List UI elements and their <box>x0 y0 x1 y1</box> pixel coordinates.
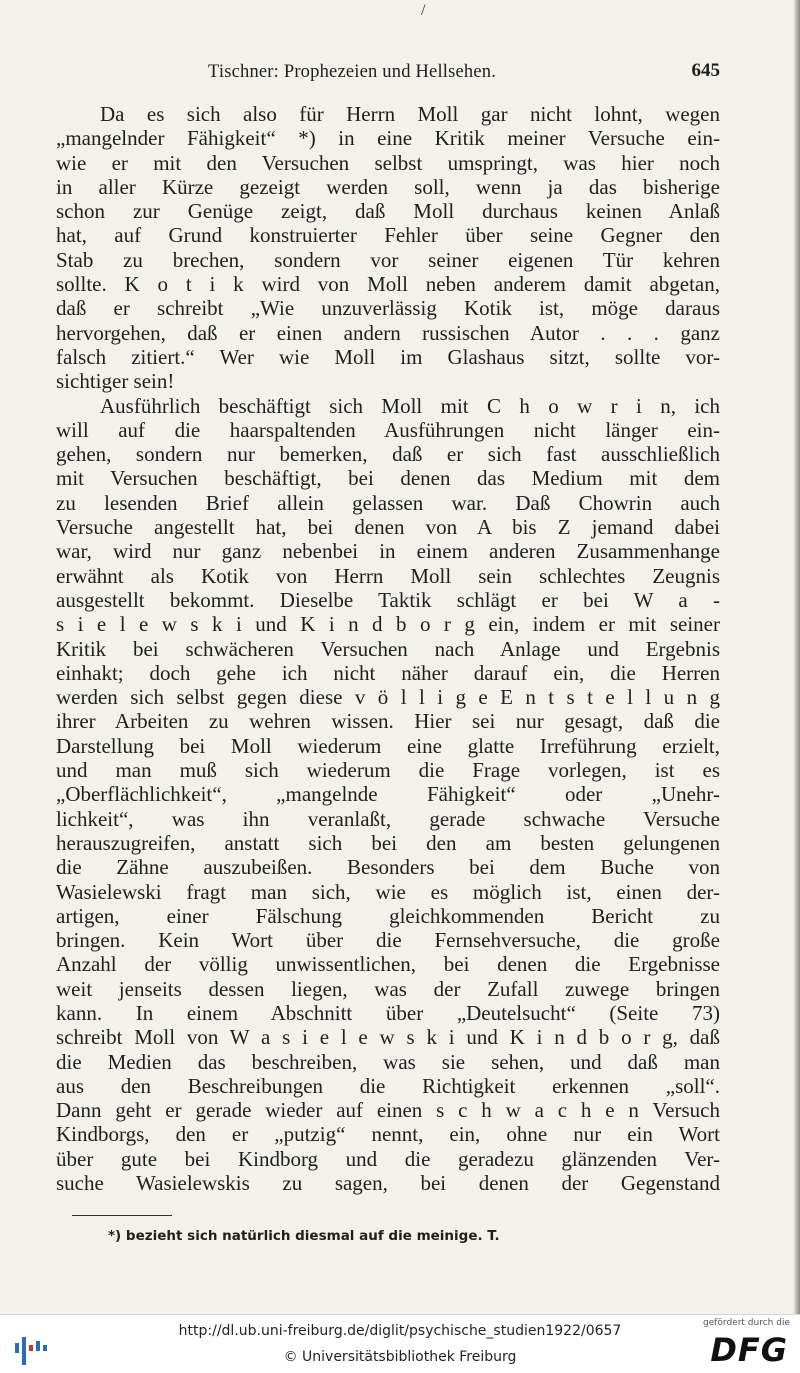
text-line: sollte. K o t i k wird von Moll neben anderem damit abgetan, <box>56 272 720 297</box>
text-line: ausgestellt bekommt. Dieselbe Taktik schlägt er bei W a - <box>56 587 720 612</box>
text-line: hat, auf Grund konstruierter Fehler über seine Gegner den <box>56 223 720 248</box>
text-line: will auf die haarspaltenden Ausführungen nicht länger ein- <box>56 417 720 442</box>
text-line: schon zur Genüge zeigt, daß Moll durchaus keinen Anlaß <box>56 199 720 224</box>
text-line: die Medien das beschreiben, was sie sehen, und daß man <box>56 1049 720 1074</box>
text-line: Wasielewski fragt man sich, wie es möglich ist, einen der- <box>56 879 720 904</box>
text-line: suche Wasielewskis zu sagen, bei denen der Gegenstand <box>56 1171 720 1196</box>
text-line: Kindborgs, den er „putzig“ nennt, ein, ohne nur ein Wort <box>56 1122 720 1147</box>
text-line: wie er mit den Versuchen selbst umspringt, was hier noch <box>56 150 720 175</box>
text-line: „Oberflächlichkeit“, „mangelnde Fähigkeit“ oder „Unehr- <box>56 782 720 807</box>
text-line: einhakt; doch gehe ich nicht näher darauf ein, die Herren <box>56 660 720 685</box>
viewer-footer <box>0 1314 800 1373</box>
body-text <box>56 102 720 1195</box>
text-line: aus den Beschreibungen die Richtigkeit erkennen „soll“. <box>56 1073 720 1098</box>
text-line: werden sich selbst gegen diese v ö l l i g e E n t s t e l l u n g <box>56 685 720 710</box>
text-line: s i e l e w s k i und K i n d b o r g ein, indem er mit seiner <box>56 612 720 637</box>
text-line: in aller Kürze gezeigt werden soll, wenn ja das bisherige <box>56 174 720 199</box>
text-line: herauszugreifen, anstatt sich bei den am besten gelungenen <box>56 830 720 855</box>
text-line: schreibt Moll von W a s i e l e w s k i und K i n d b o r g, daß <box>56 1025 720 1050</box>
text-line: weit jenseits dessen liegen, was der Zufall zuwege bringen <box>56 976 720 1001</box>
text-line: ihrer Arbeiten zu wehren wissen. Hier sei nur gesagt, daß die <box>56 709 720 734</box>
text-line: zu lesenden Brief allein gelassen war. Daß Chowrin auch <box>56 490 720 515</box>
text-line: falsch zitiert.“ Wer wie Moll im Glashaus sitzt, sollte vor- <box>56 344 720 369</box>
text-line: Versuche angestellt hat, bei denen von A bis Z jemand dabei <box>56 515 720 540</box>
permalink-url[interactable]: http://dl.ub.uni-freiburg.de/diglit/psychische_studien1922/0657 <box>178 1323 622 1339</box>
text-line: hervorgehen, daß er einen andern russischen Autor . . . ganz <box>56 320 720 345</box>
scan-edge-shadow <box>794 0 800 1314</box>
text-line: artigen, einer Fälschung gleichkommenden Bericht zu <box>56 903 720 928</box>
top-mark: / <box>421 2 426 19</box>
copyright-notice: © Universitätsbibliothek Freiburg <box>283 1349 517 1365</box>
text-line: Ausführlich beschäftigt sich Moll mit C h o w r i n, ich <box>100 393 720 418</box>
text-line: war, wird nur ganz nebenbei in einem anderen Zusammenhange <box>56 539 720 564</box>
footnote-rule <box>72 1215 172 1216</box>
page-number: 645 <box>691 60 720 81</box>
footnote: *) bezieht sich natürlich diesmal auf die meinige. T. <box>108 1228 500 1244</box>
text-line: Darstellung bei Moll wiederum eine glatte Irreführung erzielt, <box>56 733 720 758</box>
text-line: die Zähne auszubeißen. Besonders bei dem Buche von <box>56 855 720 880</box>
text-line: über gute bei Kindborg und die geradezu glänzenden Ver- <box>56 1146 720 1171</box>
text-line: lichkeit“, was ihn veranlaßt, gerade schwache Versuche <box>56 806 720 831</box>
dfg-logo: DFG <box>710 1331 788 1369</box>
text-line: und man muß sich wiederum die Frage vorlegen, ist es <box>56 758 720 783</box>
text-line: gehen, sondern nur bemerken, daß er sich fast ausschließlich <box>56 442 720 467</box>
running-title: Tischner: Prophezeien und Hellsehen. <box>208 62 497 82</box>
text-line: Dann geht er gerade wieder auf einen s c h w a c h e n Versuch <box>56 1098 720 1123</box>
text-line: Stab zu brechen, sondern vor seiner eigenen Tür kehren <box>56 247 720 272</box>
text-line: mit Versuchen beschäftigt, bei denen das Medium mit dem <box>56 466 720 491</box>
text-line: Anzahl der völlig unwissentlichen, bei denen die Ergebnisse <box>56 952 720 977</box>
dfg-caption: gefördert durch die <box>703 1318 790 1328</box>
text-line: Kritik bei schwächeren Versuchen nach Anlage und Ergebnis <box>56 636 720 661</box>
running-head <box>56 62 720 88</box>
text-line: sichtiger sein! <box>56 369 175 394</box>
text-line: Da es sich also für Herrn Moll gar nicht lohnt, wegen <box>100 102 720 126</box>
text-line: „mangelnder Fähigkeit“ *) in eine Kritik meiner Versuche ein- <box>56 126 720 151</box>
text-line: daß er schreibt „Wie unzuverlässig Kotik ist, möge daraus <box>56 296 720 321</box>
text-line: erwähnt als Kotik von Herrn Moll sein schlechtes Zeugnis <box>56 563 720 588</box>
text-line: bringen. Kein Wort über die Fernsehversuche, die große <box>56 928 720 953</box>
text-line: kann. In einem Abschnitt über „Deutelsucht“ (Seite 73) <box>56 1000 720 1025</box>
